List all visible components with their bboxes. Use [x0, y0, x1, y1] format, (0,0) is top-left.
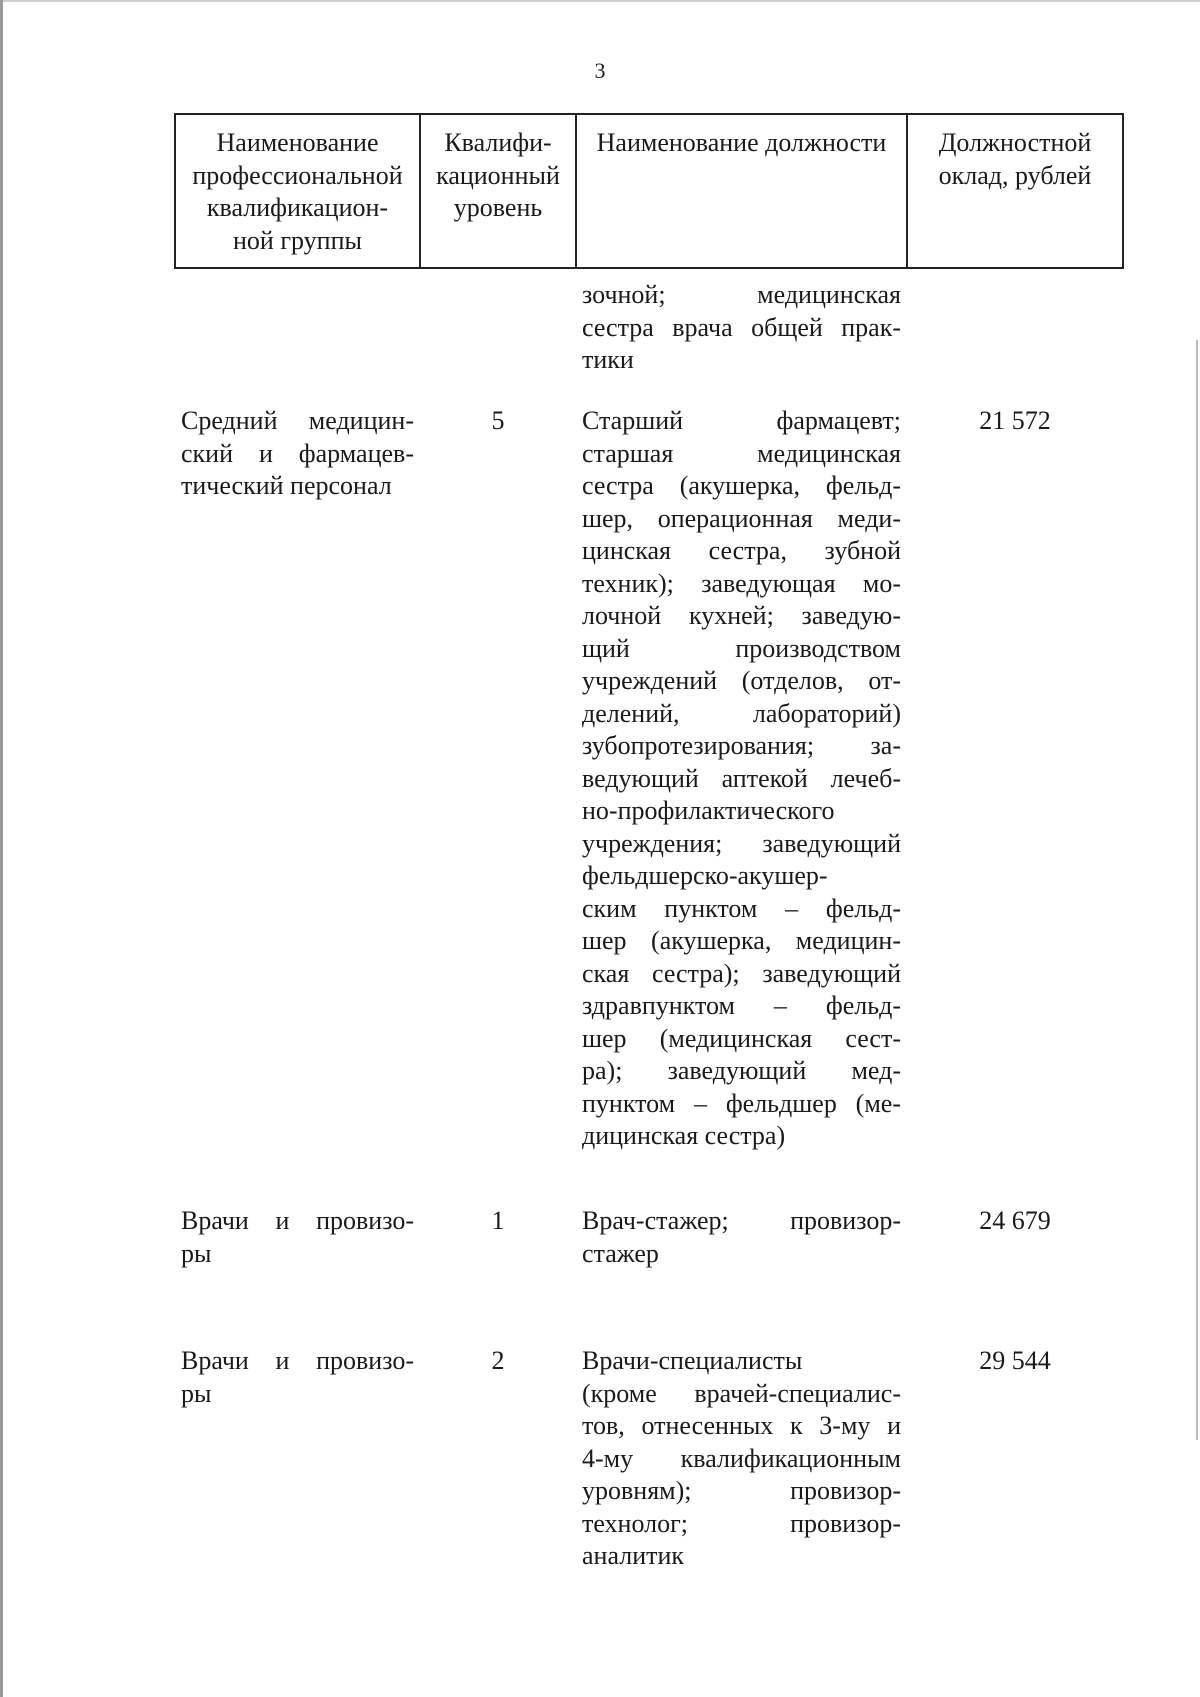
cell-salary: 29 544 — [979, 1346, 1051, 1375]
salary-table — [174, 113, 1124, 1573]
text-line: ры — [181, 1238, 212, 1268]
text-line: шер (медицинская сест- — [582, 1023, 901, 1053]
header-line: Должностной — [938, 128, 1092, 157]
header-line: Наименование должности — [596, 128, 887, 157]
text-line: пунктом – фельдшер (ме- — [582, 1088, 901, 1118]
scan-edge-left — [0, 0, 3, 1697]
text-line: Врачи и провизо- — [181, 1206, 414, 1235]
cell-salary: 21 572 — [979, 406, 1051, 435]
cell-position — [576, 268, 907, 385]
table-header-row — [175, 114, 1123, 268]
text-line: цинская сестра, зубной — [582, 536, 901, 565]
text-line: ры — [181, 1378, 212, 1408]
text-line: дицинская сестра) — [582, 1121, 786, 1150]
continuation-row — [175, 268, 1123, 385]
text-line: технолог; провизор- — [582, 1508, 901, 1538]
text-line: уровням); провизор- — [582, 1476, 901, 1505]
cell-salary — [907, 268, 1123, 385]
text-line: (кроме врачей-специалис- — [582, 1378, 901, 1408]
text-line: Старший фармацевт; — [582, 406, 901, 435]
text-line: лочной кухней; заведую- — [582, 601, 901, 630]
cell-level — [420, 268, 576, 385]
text-line: тики — [582, 345, 634, 374]
text-line: ская сестра); заведующий — [582, 958, 901, 988]
text-line: аналитик — [582, 1541, 685, 1570]
text-line: тический персонал — [181, 471, 392, 500]
header-line: Квалифи- — [444, 128, 552, 157]
text-line: Врачи и провизо- — [181, 1346, 414, 1375]
scan-edge-top — [0, 0, 1200, 2]
text-line: старшая медицинская — [582, 438, 901, 468]
text-line: щий производством — [582, 633, 901, 663]
header-line: ной группы — [233, 225, 362, 255]
header-line: профессиональной — [192, 160, 403, 190]
cell-level: 1 — [491, 1206, 505, 1235]
text-line: здравпунктом – фельд- — [582, 991, 901, 1020]
cell-position — [576, 385, 907, 1205]
text-line: учреждения; заведующий — [582, 828, 901, 858]
scan-edge-right — [1196, 340, 1198, 1440]
cell-level: 5 — [491, 406, 505, 435]
text-line: 4-му квалификационным — [582, 1443, 901, 1473]
text-line: ский и фармацев- — [181, 438, 414, 468]
table-row — [175, 1205, 1123, 1345]
text-line: Врачи-специалисты — [582, 1346, 803, 1375]
text-line: Врач-стажер; провизор- — [582, 1206, 901, 1235]
text-line: тов, отнесенных к 3-му и — [582, 1411, 901, 1440]
table-row — [175, 1345, 1123, 1573]
text-line: шер, операционная меди- — [582, 503, 901, 533]
cell-group — [175, 1205, 420, 1345]
table-row — [175, 385, 1123, 1205]
text-line: фельдшерско-акушер- — [582, 861, 828, 890]
cell-level: 2 — [491, 1346, 505, 1375]
header-line: Наименование — [216, 128, 379, 157]
text-line: но-профилактического — [582, 796, 835, 825]
cell-group — [175, 1345, 420, 1573]
text-line: сестра врача общей прак- — [582, 312, 901, 342]
cell-salary: 24 679 — [979, 1206, 1051, 1235]
text-line: ским пунктом – фельд- — [582, 893, 901, 923]
text-line: стажер — [582, 1238, 659, 1268]
header-line: кационный — [436, 160, 560, 190]
cell-position — [576, 1205, 907, 1345]
text-line: Средний медицин- — [181, 406, 414, 435]
page-number: 3 — [594, 58, 606, 83]
header-group-name — [175, 114, 420, 268]
cell-group — [175, 268, 420, 385]
text-line: шер (акушерка, медицин- — [582, 926, 901, 955]
text-line: делений, лабораторий) — [582, 698, 901, 728]
text-line: техник); заведующая мо- — [582, 568, 901, 598]
header-line: оклад, рублей — [938, 160, 1092, 190]
text-line: учреждений (отделов, от- — [582, 666, 901, 695]
text-line: зочной; медицинская — [582, 280, 901, 309]
text-line: сестра (акушерка, фельд- — [582, 471, 901, 500]
text-line: ведующий аптекой лечеб- — [582, 763, 901, 793]
header-line: квалификацион- — [206, 193, 389, 222]
cell-group — [175, 385, 420, 1205]
header-qualification-level — [420, 114, 576, 268]
text-line: зубопротезирования; за- — [582, 731, 901, 760]
cell-position — [576, 1345, 907, 1573]
header-salary — [907, 114, 1123, 268]
text-line: ра); заведующий мед- — [582, 1056, 901, 1085]
header-position-name — [576, 114, 907, 268]
header-line: уровень — [453, 193, 543, 222]
